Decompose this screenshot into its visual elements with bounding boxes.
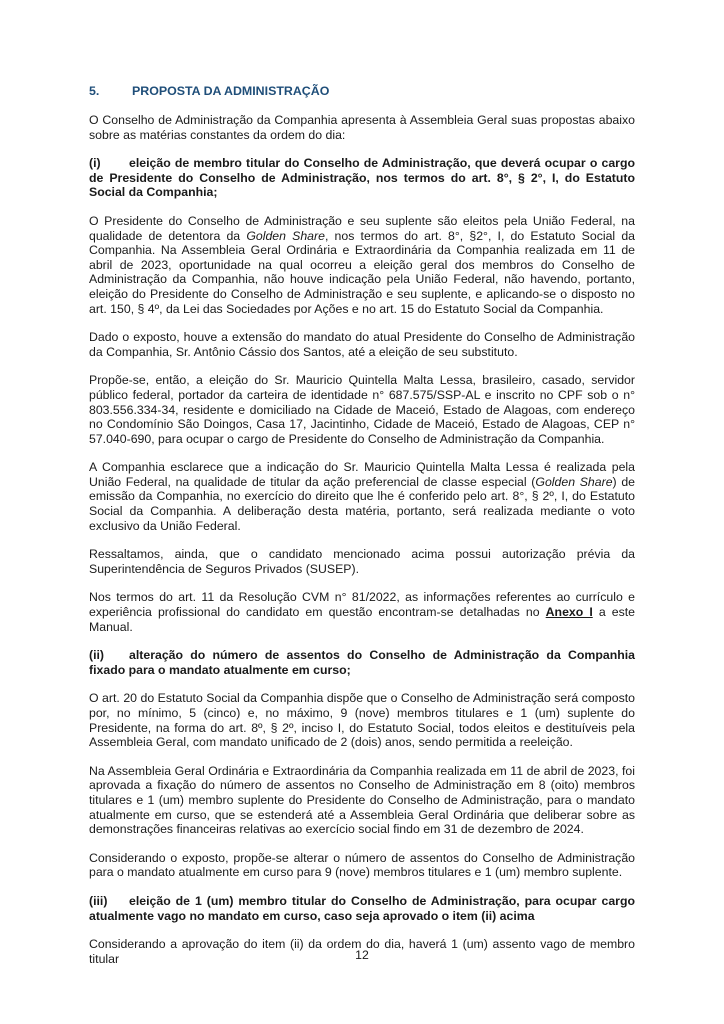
agenda-item-1-label: (i) (89, 156, 101, 171)
agenda-item-3 (89, 894, 635, 923)
golden-share-term: Golden Share (246, 228, 325, 243)
paragraph-text: Nos termos do art. 11 da Resolução CVM n° 81/2022, as informações referentes ao currículo e experiência profissional do candidato em questão encontram-se detalhadas no (89, 590, 635, 620)
paragraph-president-election (89, 214, 635, 316)
paragraph-2023-meeting: Na Assembleia Geral Ordinária e Extraordinária da Companhia realizada em 11 de abril de 2023, foi aprovada a fixação do número de assentos no Conselho de Administração em 8 (oito) membros titulares e 1 (um) membro suplente do Presidente do Conselho de Administração, para o mandato atualmente em curso, que se estenderá até a Assembleia Geral Ordinária que deliberar sobre as demonstrações financeiras relativas ao exercício social findo em 31 de dezembro de 2024. (89, 763, 635, 837)
paragraph-text: a este Manual. (89, 605, 635, 634)
anexo-i-link[interactable]: Anexo I (545, 605, 593, 620)
section-number: 5. (89, 84, 100, 98)
paragraph-seat-proposal: Considerando o exposto, propõe-se alterar o número de assentos do Conselho de Administração para o mandato atualmente em curso para 9 (nove) membros titulares e 1 (um) membro suplente. (89, 850, 635, 880)
paragraph-bylaws-art-20: O art. 20 do Estatuto Social da Companhia dispõe que o Conselho de Administração será composto por, no mínimo, 5 (cinco) e, no máximo, 9 (nove) membros titulares e 1 (um) suplente do Presidente, na forma do art. 8º, § 2º, inciso I, do Estatuto Social, todos eleitos e destituíveis pela Assembleia Geral, com mandato unificado de 2 (dois) anos, sendo permitida a reeleição. (89, 691, 635, 750)
agenda-item-2-label: (ii) (89, 648, 105, 663)
agenda-item-3-label: (iii) (89, 893, 108, 908)
paragraph-vacant-seat: Considerando a aprovação do item (ii) da ordem do dia, haverá 1 (um) assento vago de membro titular (89, 937, 635, 966)
paragraph-cvm-reference (89, 590, 635, 634)
agenda-item-1 (89, 156, 635, 200)
golden-share-term: Golden Share (535, 474, 613, 489)
section-heading (89, 84, 635, 98)
paragraph-text: , nos termos do art. 8°, §2°, I, do Estatuto Social da Companhia. Na Assembleia Geral Ordinária e Extraordinária da Companhia realizada em 11 de abril de 2023, oportunidade na qual ocorreu a eleição geral dos membros do Conselho de Administração da Companhia, não houve indicação pela União Federal, não havendo, portanto, eleição do Presidente do Conselho de Administração e seu suplente, e aplicando-se o disposto no art. 150, § 4º, da Lei das Sociedades por Ações e no art. 15 do Estatuto Social da Companhia. (89, 228, 635, 316)
paragraph-text: O Presidente do Conselho de Administração e seu suplente são eleitos pela União Federal, na qualidade de detentora da (89, 213, 635, 243)
agenda-item-1-text: eleição de membro titular do Conselho de Administração, que deverá ocupar o cargo de Presidente do Conselho de Administração, nos termos do art. 8°, § 2°, I, do Estatuto Social da Companhia; (89, 156, 635, 200)
intro-paragraph: O Conselho de Administração da Companhia apresenta à Assembleia Geral suas propostas abaixo sobre as matérias constantes da ordem do dia: (89, 113, 635, 142)
paragraph-candidate-proposal: Propõe-se, então, a eleição do Sr. Mauricio Quintella Malta Lessa, brasileiro, casado, servidor público federal, portador da carteira de identidade n° 687.575/SSP-AL e inscrito no CPF sob o n° 803.556.334-34, residente e domiciliado na Cidade de Maceió, Estado de Alagoas, com endereço no Condomínio São Doingos, Casa 17, Jacintinho, Cidade de Maceió, Estado de Alagoas, CEP n° 57.040-690, para ocupar o cargo de Presidente do Conselho de Administração da Companhia. (89, 373, 635, 446)
agenda-item-3-text: eleição de 1 (um) membro titular do Conselho de Administração, para ocupar cargo atualmente vago no mandato em curso, caso seja aprovado o item (ii) acima (89, 893, 635, 923)
paragraph-text: ) de emissão da Companhia, no exercício do direito que lhe é conferido pelo art. 8°, § 2º, I, do Estatuto Social da Companhia. A deliberação desta matéria, portanto, será realizada mediante o voto exclusivo da União Federal. (89, 474, 635, 533)
paragraph-indication-clarification (89, 460, 635, 533)
paragraph-susep-authorization: Ressaltamos, ainda, que o candidato mencionado acima possui autorização prévia da Superintendência de Seguros Privados (SUSEP). (89, 547, 635, 576)
page-number: 12 (355, 948, 369, 962)
agenda-item-2-text: alteração do número de assentos do Conselho de Administração da Companhia fixado para o mandato atualmente em curso; (89, 648, 635, 677)
section-title: PROPOSTA DA ADMINISTRAÇÃO (132, 84, 330, 98)
agenda-item-2 (89, 648, 635, 677)
paragraph-text: A Companhia esclarece que a indicação do Sr. Mauricio Quintella Malta Lessa é realizada pela União Federal, na qualidade de titular da ação preferencial de classe especial ( (89, 460, 635, 489)
paragraph-mandate-extension: Dado o exposto, houve a extensão do mandato do atual Presidente do Conselho de Administração da Companhia, Sr. Antônio Cássio dos Santos, até a eleição de seu substituto. (89, 330, 635, 359)
